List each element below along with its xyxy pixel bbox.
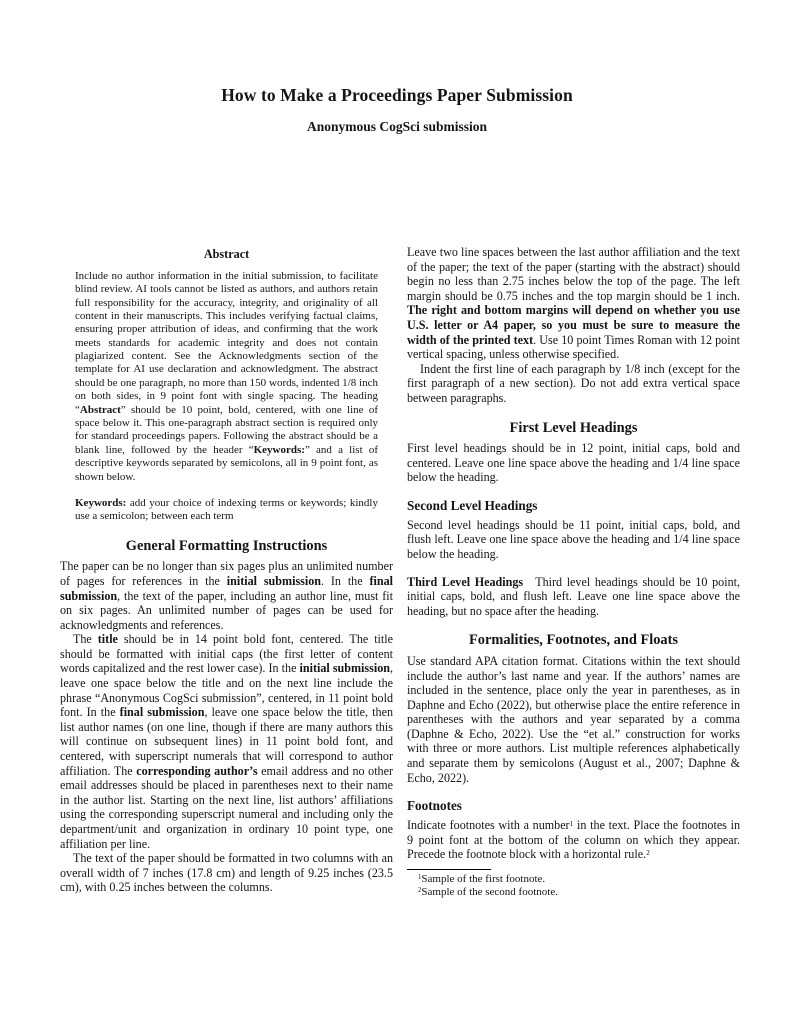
section-heading-footnotes: Footnotes	[407, 798, 462, 814]
section-heading-formalities: Formalities, Footnotes, and Floats	[468, 632, 679, 649]
section-heading-first-level: First Level Headings	[509, 419, 638, 436]
footnote-block	[407, 869, 740, 900]
right-column	[407, 245, 740, 900]
paper-title: How to Make a Proceedings Paper Submission	[221, 85, 573, 105]
paragraph: Leave two line spaces between the last author affiliation and the text of the paper; the text of the paper (starting with the abstract) should begin no less than 2.75 inches below the top of the page. The left margin should be 0.75 inches and the top margin should be 1 inch. The right and bottom margins will depend on whether you use U.S. letter or A4 paper, so you must be sure to measure the width of the printed text. Use 10 point Times Roman with 12 point vertical spacing, unless otherwise specified.	[407, 245, 740, 362]
paragraph: First level headings should be in 12 point, initial caps, bold and centered. Leave one line space above the heading and 1/4 line space below the heading.	[407, 441, 740, 485]
footnote-rule	[407, 869, 491, 870]
paragraph: The paper can be no longer than six pages plus an unlimited number of pages for references in the initial submission. In the final submission, the text of the paper, including an author line, must fit on six pages. An unlimited number of pages can be used for acknowledgments and references.	[60, 559, 393, 632]
footnote-item: $^2$Sample of the second footnote.	[418, 886, 558, 899]
section-heading-general-formatting: General Formatting Instructions	[125, 537, 328, 554]
paragraph: Use standard APA citation format. Citations within the text should include the author’s last name and year. If the authors’ names are included in the sentence, place only the year in parentheses, as in Daphne and Echo (2022), but otherwise place the entire reference in parentheses with the authors and year separated by a comma (Daphne & Echo, 2022). Use the “et al.” construction for works with three or more authors. List multiple references alphabetically and separate them by semicolons (August et al., 2007; Daphne & Echo, 2022).	[407, 653, 740, 785]
paragraph: The text of the paper should be formatted in two columns with an overall width of 7 inches (17.8 cm) and length of 9.25 inches (23.5 cm), with 0.25 inches between the columns.	[60, 851, 393, 895]
paragraph: Indicate footnotes with a number$^1$ in the text. Place the footnotes in 9 point font at the bottom of the column on which they appear. Precede the footnote block with a horizontal rule.$^2$	[407, 818, 741, 862]
keywords-line: Keywords: add your choice of indexing terms or keywords; kindly use a semicolon; between each term	[75, 496, 378, 523]
paragraph-third-level-runin: Third Level Headings Third level headings should be 10 point, initial caps, bold, and flush left. Leave one line space above the heading, but no space after the heading.	[407, 574, 740, 618]
footnote-item: $^1$Sample of the first footnote.	[418, 872, 546, 885]
abstract-heading: Abstract	[203, 247, 250, 261]
abstract-body: Include no author information in the initial submission, to facilitate blind review. AI tools cannot be listed as authors, and authors retain full responsibility for the accuracy, integrity, and originality of all content in their manuscripts. This includes verifying factual claims, ensuring proper attribution of ideas, and confirming that the work meets standards for academic integrity and does not contain plagiarized content. See the Acknowledgments section of the template for AI use declaration and acknowledgment. The abstract should be one paragraph, no more than 150 words, indented 1/8 inch on both sides, in 9 point font with single spacing. The heading “Abstract” should be 10 point, bold, centered, with one line of space below it. This one-paragraph abstract section is required only for standard proceedings papers. Following the abstract should be a blank line, followed by the header “Keywords:” and a list of descriptive keywords separated by semicolons, all in 9 point font, as shown below.	[75, 269, 378, 483]
section-heading-second-level: Second Level Headings	[407, 497, 538, 513]
left-column	[60, 245, 393, 895]
paragraph: Second level headings should be 11 point, initial caps, bold, and flush left. Leave one line space above the heading and 1/4 line space below the heading.	[407, 517, 740, 561]
author-line: Anonymous CogSci submission	[306, 119, 488, 134]
paragraph: The title should be in 14 point bold font, centered. The title should be formatted with initial caps (the first letter of content words capitalized and the rest lower case). In the initial submission, leave one space below the title and on the next line include the phrase “Anonymous CogSci submission”, centered, in 11 point bold font. In the final submission, leave one space below the title, then list author names (on one line, though if there are many authors this will continue on subsequent lines) in 11 point bold font, and centered, with superscript numerals that will correspond to author affiliation. The corresponding author’s email address and no other email addresses should be placed in parentheses next to their name in the author list. Starting on the next line, list authors’ affiliations using the corresponding superscript numeral and including only the department/unit and organization in ordinary 10 point type, one affiliation per line.	[60, 632, 394, 851]
paragraph: Indent the first line of each paragraph by 1/8 inch (except for the first paragraph of a new section). Do not add extra vertical space between paragraphs.	[407, 361, 740, 405]
abstract-section	[60, 270, 393, 524]
two-column-body	[0, 245, 794, 900]
